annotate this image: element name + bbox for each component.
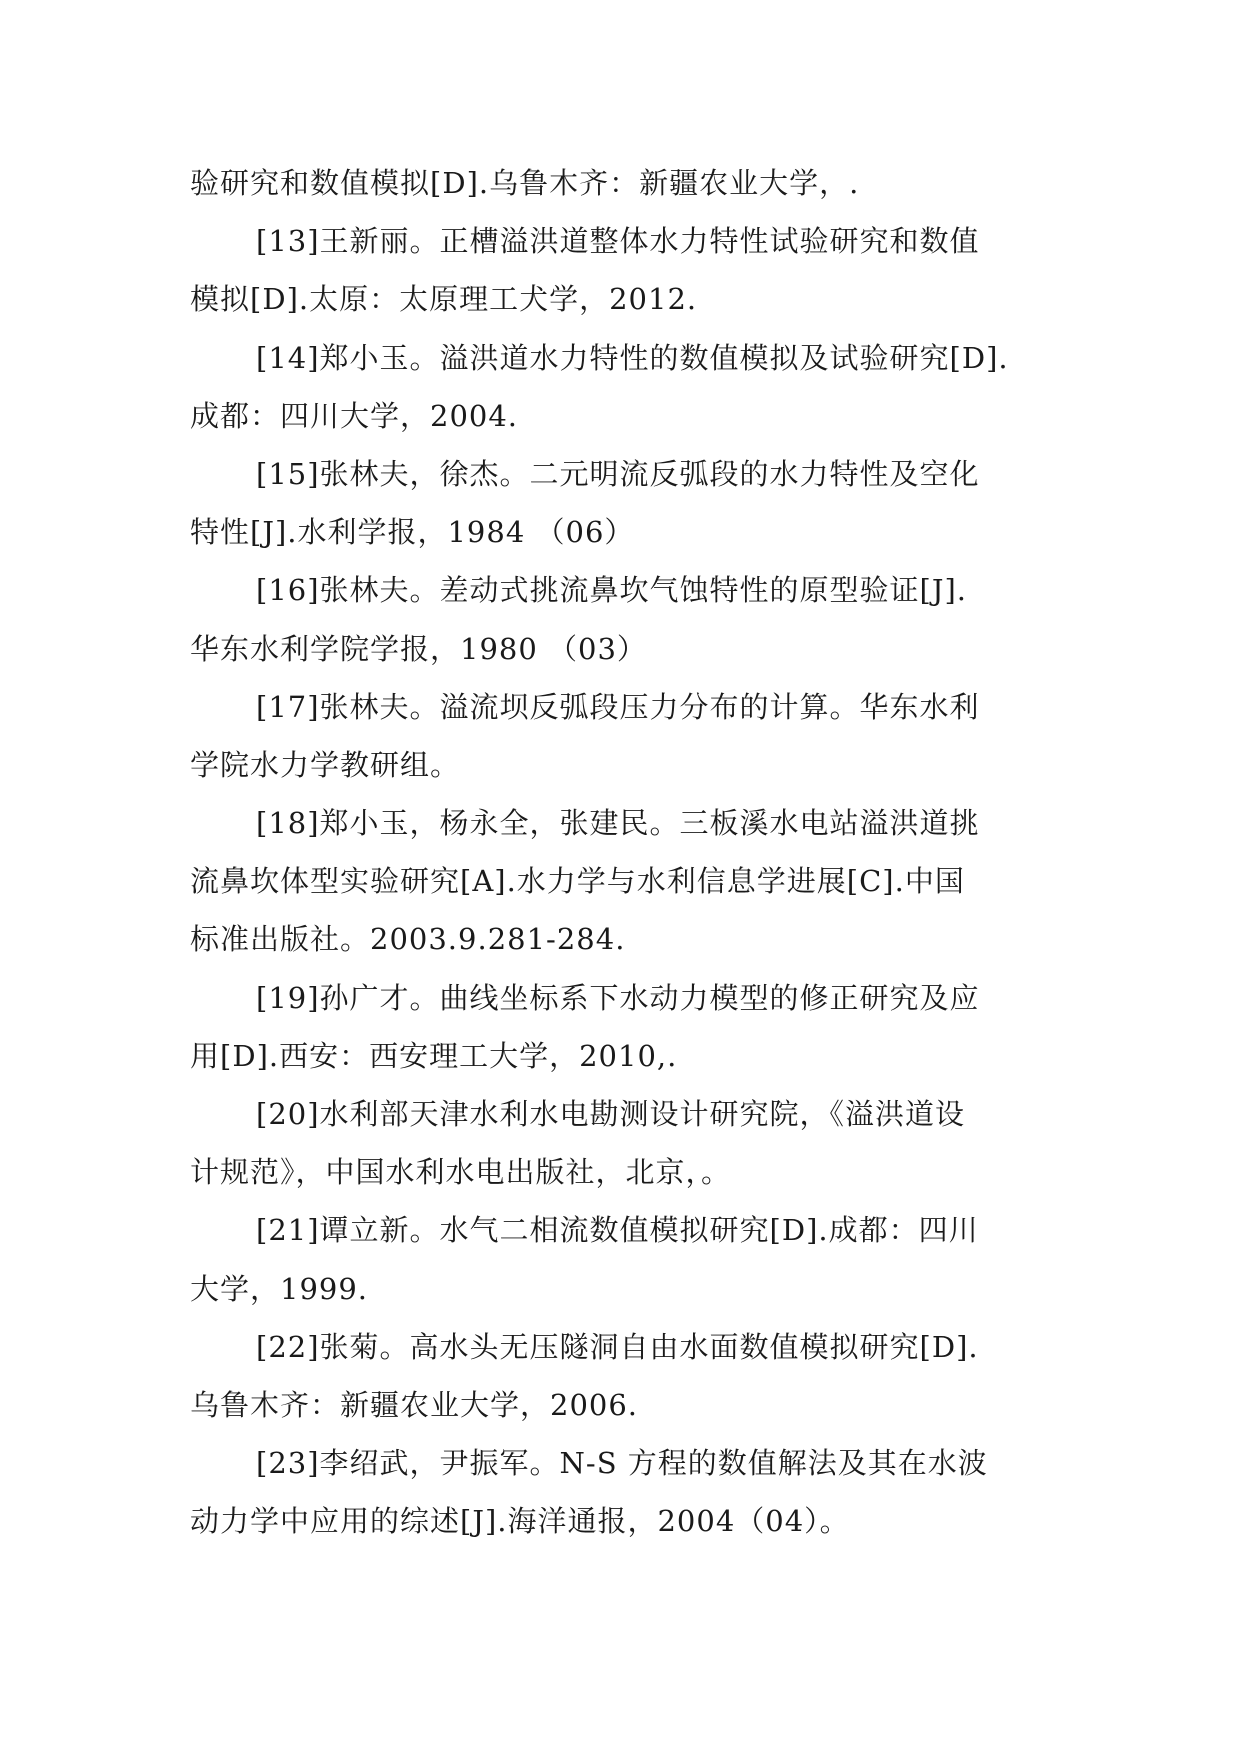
reference-22-line-2: 乌鲁木齐：新疆农业大学，2006.	[190, 1387, 639, 1422]
reference-15-line-1: [15]张林夫，徐杰。二元明流反弧段的水力特性及空化	[256, 456, 980, 491]
reference-18-line-2: 流鼻坎体型实验研究[A].水力学与水利信息学进展[C].中国	[190, 864, 965, 899]
reference-21-line-2: 大学，1999.	[190, 1271, 369, 1306]
reference-14-line-2: 成都：四川大学，2004.	[190, 398, 519, 433]
reference-23-line-1: [23]李绍武，尹振军。N-S 方程的数值解法及其在水波	[256, 1446, 988, 1481]
reference-17-line-1: [17]张林夫。溢流坝反弧段压力分布的计算。华东水利	[256, 689, 980, 724]
reference-15-line-2: 特性[J].水利学报，1984 （06）	[190, 515, 635, 550]
reference-18-line-3: 标准出版社。2003.9.281-284.	[190, 922, 626, 957]
reference-21-line-1: [21]谭立新。水气二相流数值模拟研究[D].成都：四川	[256, 1213, 979, 1248]
reference-20-line-1: [20]水利部天津水利水电勘测设计研究院，《溢洪道设	[256, 1097, 966, 1131]
reference-list	[190, 154, 1056, 1551]
reference-20-line-2: 计规范》，中国水利水电出版社，北京，。	[190, 1155, 732, 1190]
reference-18-line-1: [18]郑小玉，杨永全，张建民。三板溪水电站溢洪道挑	[256, 806, 980, 841]
reference-22-line-1: [22]张菊。高水头无压隧洞自由水面数值模拟研究[D].	[256, 1329, 979, 1364]
reference-19-line-2: 用[D].西安：西安理工大学，2010,.	[190, 1038, 678, 1073]
reference-16-line-2: 华东水利学院学报，1980 （03）	[190, 631, 647, 666]
reference-23-line-2: 动力学中应用的综述[J].海洋通报，2004（04）。	[190, 1504, 850, 1539]
reference-13-line-2: 模拟[D].太原：太原理工犬学，2012.	[190, 282, 698, 317]
reference-19-line-1: [19]孙广才。曲线坐标系下水动力模型的修正研究及应	[256, 980, 980, 1015]
reference-14-line-1: [14]郑小玉。溢洪道水力特性的数值模拟及试验研究[D].	[256, 340, 1009, 375]
reference-0-line-1: 验研究和数值模拟[D].乌鲁木齐：新疆农业大学，.	[190, 166, 860, 200]
reference-13-line-1: [13]王新丽。正槽溢洪道整体水力特性试验研究和数值	[256, 224, 980, 259]
reference-16-line-1: [16]张林夫。差动式挑流鼻坎气蚀特性的原型验证[J].	[256, 573, 968, 608]
reference-17-line-2: 学院水力学教研组。	[190, 747, 461, 782]
